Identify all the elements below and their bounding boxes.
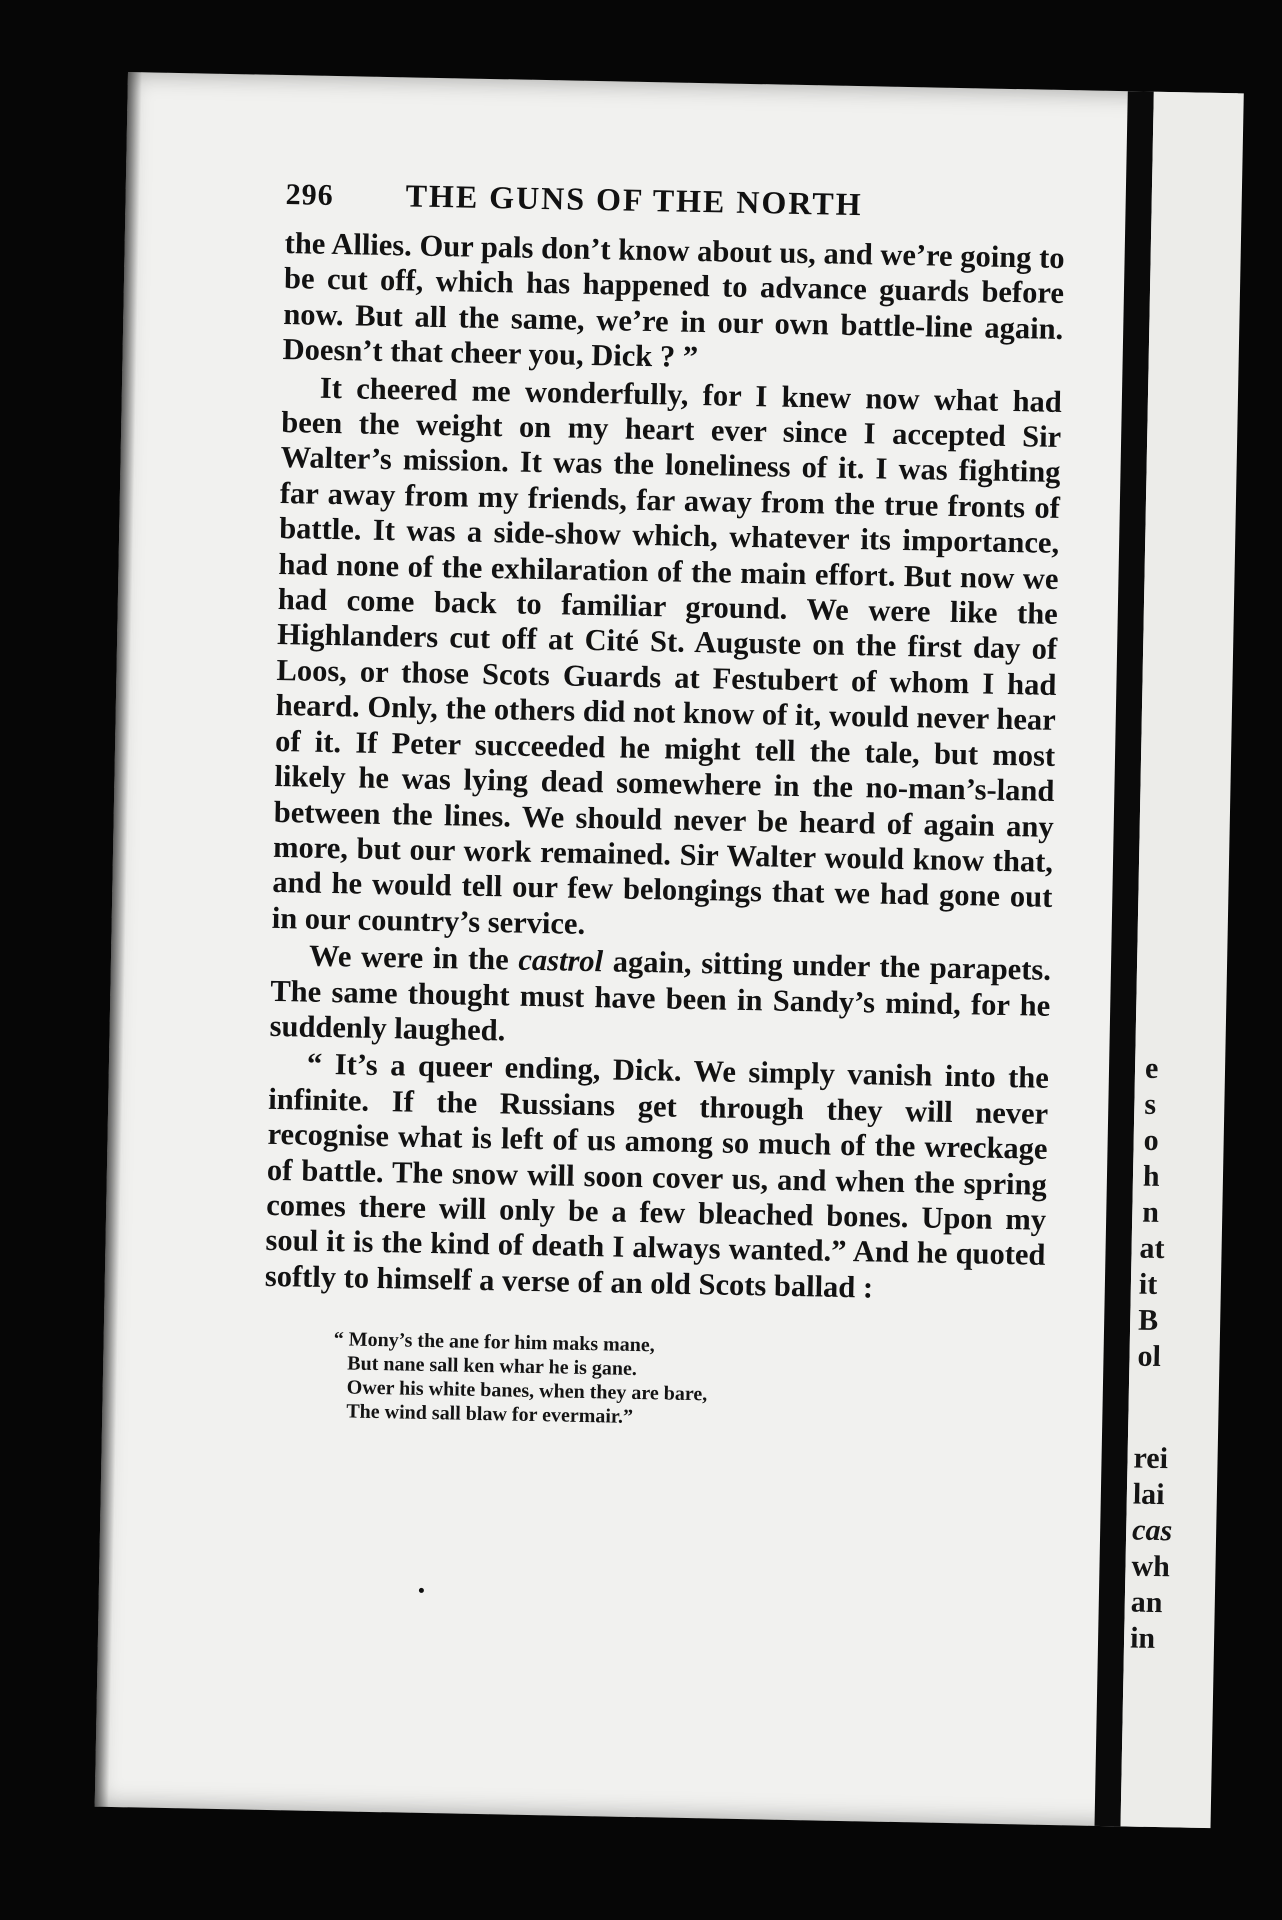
running-head: THE GUNS OF THE NORTH xyxy=(405,177,863,223)
paragraph-4: “ It’s a queer ending, Dick. We simply vanish into the infinite. If the Russians get through they will never recognise what is left of us among so much of the wreckage of battle. The snow will soon cover us, and when the spring comes there will only be a few bleached bones. Upon my soul it is the kind of death I always wanted.” And he quoted softly to himself a verse of an old Scots ballad : xyxy=(264,1046,1050,1305)
facing-fragment: h xyxy=(1142,1159,1160,1194)
facing-fragment: B xyxy=(1137,1303,1159,1338)
facing-fragment: in xyxy=(1129,1621,1156,1656)
paragraph-3-after: again, sitting under the parapets. The same thought must have been in Sandy’s mind, for he suddenly laughed. xyxy=(269,944,1052,1048)
paragraph-3-before: We were in the xyxy=(308,938,519,977)
facing-fragment: rei xyxy=(1133,1441,1169,1476)
verse-line-4: The wind sall blaw for evermair.” xyxy=(346,1400,634,1429)
ballad-verse xyxy=(332,1327,1044,1437)
facing-fragment: cas xyxy=(1131,1513,1173,1548)
verse-line-3: Ower his white banes, when they are bare, xyxy=(346,1376,708,1406)
facing-fragment: an xyxy=(1130,1585,1163,1620)
paragraph-3 xyxy=(269,938,1051,1059)
scan-speck xyxy=(419,1588,424,1593)
paragraph-1: the Allies. Our pals don’t know about us, and we’re going to be cut off, which has happened to advance guards before now. But all the same, we’re in our own battle-line again. Doesn’t that cheer you, Dick ? ” xyxy=(282,226,1065,375)
facing-fragment: at xyxy=(1139,1231,1165,1266)
verse-line-2: But nane sall ken whar he is gane. xyxy=(347,1352,638,1381)
facing-fragment: lai xyxy=(1132,1477,1165,1512)
verse-line-1: “ Mony’s the ane for him maks mane, xyxy=(333,1328,655,1357)
facing-fragment: wh xyxy=(1131,1549,1171,1584)
body-text xyxy=(265,226,1065,1309)
facing-fragment: n xyxy=(1141,1195,1160,1229)
facing-fragment: s xyxy=(1144,1087,1157,1121)
paragraph-3-emphasis: castrol xyxy=(518,942,604,979)
facing-fragment: ol xyxy=(1137,1339,1162,1374)
page-number: 296 xyxy=(285,178,334,212)
paragraph-2: It cheered me wonderfully, for I knew now what had been the weight on my heart ever since I accepted Sir Walter’s mission. It was the loneliness of it. I was fighting far away from my friends, far away from the true fronts of battle. It was a side-show which, whatever its importance, had none of the exhilaration of the main effort. But now we had come back to familiar ground. We were like the Highlanders cut off at Cité St. Auguste on the first day of Loos, or those Scots Guards at Festubert of whom I had heard. Only, the others did not know of it, would never hear of it. If Peter succeeded he might tell the tale, but most likely he was lying dead somewhere in the no-man’s-land between the lines. We should never be heard of again any more, but our work remained. Sir Walter would know that, and he would tell our few belongings that we had gone out in our country’s service. xyxy=(271,370,1063,941)
facing-fragment: it xyxy=(1138,1267,1158,1301)
facing-fragment: o xyxy=(1143,1123,1159,1157)
page-header xyxy=(285,175,1066,227)
page-content xyxy=(262,175,1066,1437)
book-page xyxy=(95,72,1238,1828)
facing-fragment: e xyxy=(1144,1051,1159,1085)
